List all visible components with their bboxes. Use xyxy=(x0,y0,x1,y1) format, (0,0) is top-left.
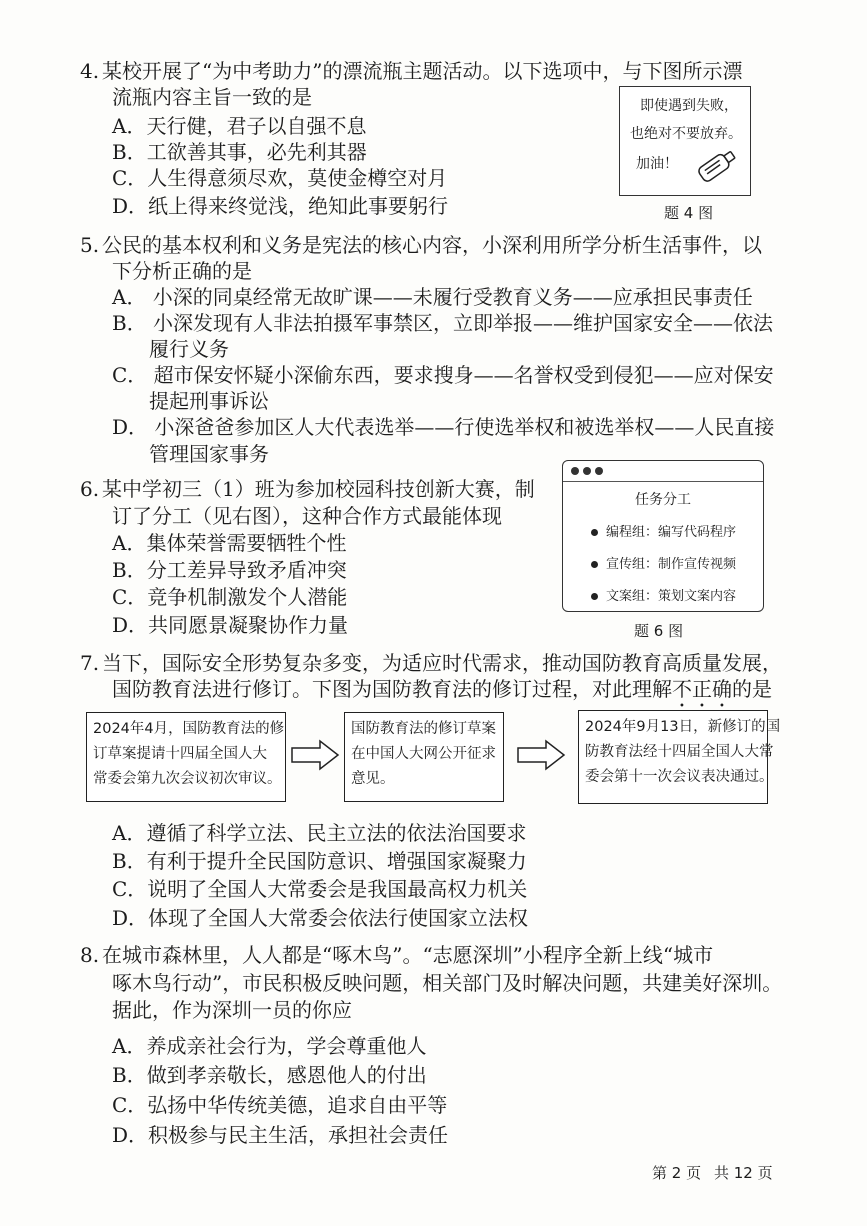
window-dot-icon xyxy=(571,467,579,475)
q4-option-c[interactable]: C．人生得意须尽欢，莫使金樽空对月 xyxy=(112,166,448,190)
q8-stem-line2: 啄木鸟行动”，市民积极反映问题，相关部门及时解决问题，共建美好深圳。 xyxy=(112,971,783,995)
q5-option-d-cont: 管理国家事务 xyxy=(149,442,269,466)
q4-figure-line3: 加油！ xyxy=(636,156,678,172)
q5-option-a[interactable]: A． 小深的同桌经常无故旷课——未履行受教育义务——应承担民事责任 xyxy=(112,285,753,309)
emphasis-not-correct: 不正确 xyxy=(672,677,732,701)
bottle-icon xyxy=(692,145,744,185)
q7-flow-step-1: 2024年4月，国防教育法的修 订草案提请十四届全国人大 常委会第九次会议初次审议。 xyxy=(86,712,286,802)
q7-option-b[interactable]: B．有利于提升全民国防意识、增强国家凝聚力 xyxy=(112,849,527,873)
q7-option-c[interactable]: C．说明了全国人大常委会是我国最高权力机关 xyxy=(112,877,528,901)
q6-option-b[interactable]: B．分工差异导致矛盾冲突 xyxy=(112,558,347,582)
q6-stem-line1: 6. 某中学初三（1）班为参加校园科技创新大赛，制 xyxy=(80,477,535,501)
bullet-icon xyxy=(591,561,598,568)
q7-flow-step-2: 国防教育法的修订草案 在中国人大网公开征求 意见。 xyxy=(344,712,504,802)
q8-option-b[interactable]: B．做到孝亲敬长，感恩他人的付出 xyxy=(112,1063,427,1087)
page-number: 第 2 页 xyxy=(652,1164,702,1182)
q6-figure-item: 宣传组：制作宣传视频 xyxy=(591,553,736,572)
q6-option-c[interactable]: C．竞争机制激发个人潜能 xyxy=(112,585,348,609)
q4-stem-line1: 4. 某校开展了“为中考助力”的漂流瓶主题活动。以下选项中，与下图所示漂 xyxy=(80,59,743,83)
q5-option-c-cont: 提起刑事诉讼 xyxy=(149,389,269,413)
q6-option-d[interactable]: D．共同愿景凝聚协作力量 xyxy=(112,613,349,637)
q7-option-d[interactable]: D．体现了全国人大常委会依法行使国家立法权 xyxy=(112,906,529,930)
page-total: 共 12 页 xyxy=(714,1164,773,1182)
q4-figure-line2: 也绝对不要放弃。 xyxy=(630,126,742,142)
q8-stem-line3: 据此，作为深圳一员的你应 xyxy=(112,998,352,1022)
q8-number: 8. xyxy=(80,943,100,967)
q6-figure-item: 文案组：策划文案内容 xyxy=(591,585,736,604)
q4-stem-line2: 流瓶内容主旨一致的是 xyxy=(112,85,312,109)
q8-option-a[interactable]: A．养成亲社会行为，学会尊重他人 xyxy=(112,1034,427,1058)
q4-figure-line1: 即使遇到失败， xyxy=(640,98,738,114)
q6-figure-title: 任务分工 xyxy=(635,492,691,508)
q4-figure-caption: 题 4 图 xyxy=(664,204,714,222)
q6-option-a[interactable]: A．集体荣誉需要牺牲个性 xyxy=(112,531,347,555)
q5-option-b-cont: 履行义务 xyxy=(149,337,229,361)
q4-number: 4. xyxy=(80,59,100,83)
q8-option-d[interactable]: D．积极参与民主生活，承担社会责任 xyxy=(112,1123,449,1147)
q5-option-d[interactable]: D． 小深爸爸参加区人大代表选举——行使选举权和被选举权——人民直接 xyxy=(112,415,775,439)
q4-figure-note xyxy=(619,86,751,196)
right-arrow-icon xyxy=(516,738,566,772)
q7-stem-line1: 7. 当下，国际安全形势复杂多变，为适应时代需求，推动国防教育高质量发展， xyxy=(80,651,782,675)
window-titlebar-divider xyxy=(563,481,763,482)
right-arrow-icon xyxy=(290,738,340,772)
q5-stem-line2: 下分析正确的是 xyxy=(112,259,252,283)
q6-figure-item: 编程组：编写代码程序 xyxy=(591,521,736,540)
q6-figure-window xyxy=(562,460,764,612)
q6-figure-caption: 题 6 图 xyxy=(634,622,684,640)
q5-option-c[interactable]: C． 超市保安怀疑小深偷东西，要求搜身——名誉权受到侵犯——应对保安 xyxy=(112,363,774,387)
q7-flow-step-3: 2024年9月13日，新修订的国 防教育法经十四届全国人大常 委会第十一次会议表决通过。 xyxy=(578,710,768,804)
q7-option-a[interactable]: A．遵循了科学立法、民主立法的依法治国要求 xyxy=(112,821,527,845)
q4-option-d[interactable]: D．纸上得来终觉浅，绝知此事要躬行 xyxy=(112,194,449,218)
window-dot-icon xyxy=(595,467,603,475)
q5-option-b[interactable]: B． 小深发现有人非法拍摄军事禁区，立即举报——维护国家安全——依法 xyxy=(112,311,774,335)
q6-number: 6. xyxy=(80,477,100,501)
q8-option-c[interactable]: C．弘扬中华传统美德，追求自由平等 xyxy=(112,1093,448,1117)
q4-option-b[interactable]: B．工欲善其事，必先利其器 xyxy=(112,140,367,164)
window-dot-icon xyxy=(583,467,591,475)
q7-stem-line2: 国防教育法进行修订。下图为国防教育法的修订过程，对此理解不正确的是 xyxy=(112,677,772,701)
q5-stem-line1: 5. 公民的基本权利和义务是宪法的核心内容，小深利用所学分析生活事件，以 xyxy=(80,233,762,257)
q7-number: 7. xyxy=(80,651,100,675)
q4-option-a[interactable]: A．天行健，君子以自强不息 xyxy=(112,114,367,138)
bullet-icon xyxy=(591,593,598,600)
q5-number: 5. xyxy=(80,233,100,257)
bullet-icon xyxy=(591,529,598,536)
q6-stem-line2: 订了分工（见右图），这种合作方式最能体现 xyxy=(112,504,502,528)
q8-stem-line1: 8. 在城市森林里，人人都是“啄木鸟”。“志愿深圳”小程序全新上线“城市 xyxy=(80,943,714,967)
